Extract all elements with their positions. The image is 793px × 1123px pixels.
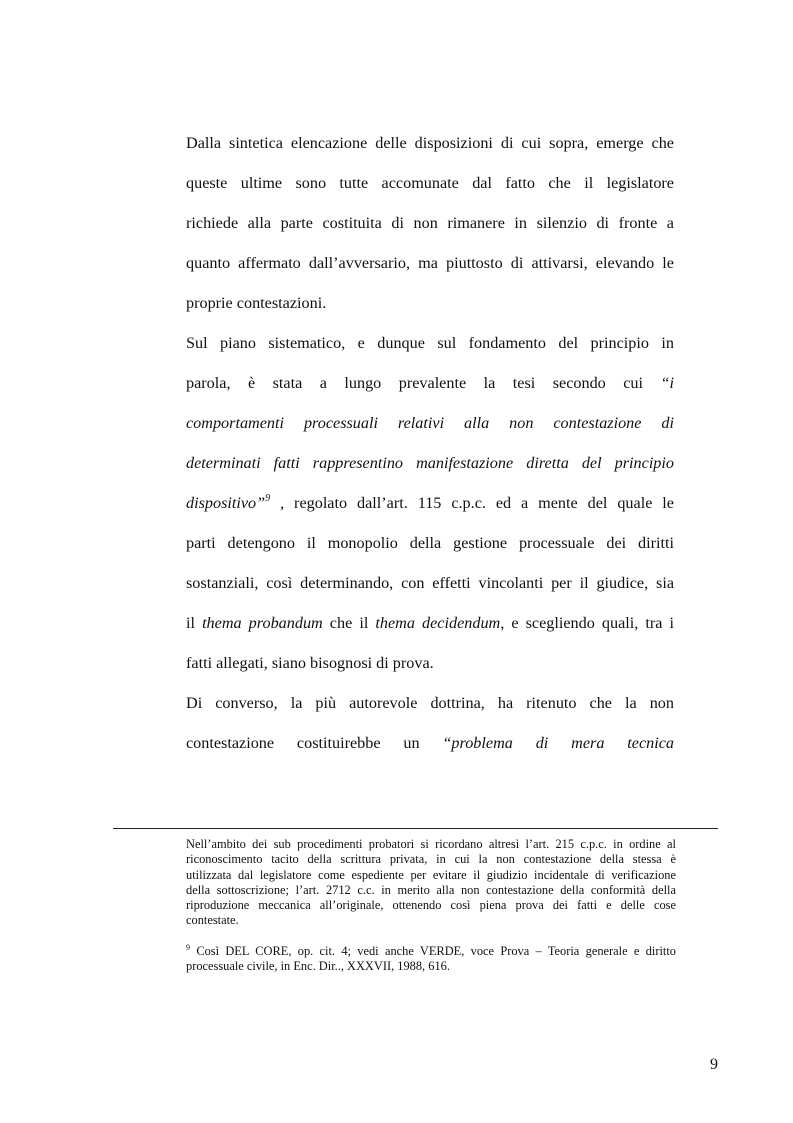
quote-text: “problema di mera tecnica	[442, 734, 674, 752]
text-run: parola, è stata a lungo prevalente la tesi secondo cui	[186, 374, 661, 392]
paragraph-line: Di converso, la più autorevole dottrina, ha ritenuto che la non	[186, 694, 674, 712]
paragraph-line: fatti allegati, siano bisognosi di prova.	[186, 654, 434, 672]
paragraph-line: sostanziali, così determinando, con effetti vincolanti per il giudice, sia	[186, 574, 674, 592]
paragraph-line: Dalla sintetica elencazione delle disposizioni di cui sopra, emerge che	[186, 134, 674, 152]
text-run: che il	[322, 614, 376, 632]
footnote-line: della sottoscrizione; l’art. 2712 c.c. in merito alla non contestazione della conformità della	[186, 882, 676, 897]
paragraph-line: queste ultime sono tutte accomunate dal fatto che il legislatore	[186, 174, 674, 192]
quote-line: comportamenti processuali relativi alla non contestazione di	[186, 414, 674, 432]
paragraph-line	[186, 733, 674, 753]
footnote-number: 9	[186, 943, 190, 952]
footnote-ref: 9	[265, 493, 271, 504]
paragraph-line	[186, 613, 674, 633]
paragraph-line: Sul piano sistematico, e dunque sul fondamento del principio in	[186, 334, 674, 352]
latin-term: thema probandum	[202, 614, 323, 632]
footnote-line: utilizzata dal legislatore come espediente per evitare il giudizio incidentale di verificazione	[186, 867, 676, 882]
footnote-line: processuale civile, in Enc. Dir.., XXXVII, 1988, 616.	[186, 959, 450, 974]
footnote-line	[186, 944, 676, 959]
latin-term: thema decidendum	[375, 614, 501, 632]
quote-line: determinati fatti rappresentino manifestazione diretta del principio	[186, 454, 674, 472]
paragraph-line: quanto affermato dall’avversario, ma piuttosto di attivarsi, elevando le	[186, 254, 674, 272]
paragraph-line: richiede alla parte costituita di non rimanere in silenzio di fronte a	[186, 214, 674, 232]
quote-text: “i	[660, 374, 674, 392]
footnote-9	[186, 944, 676, 975]
paragraph-line: parti detengono il monopolio della gestione processuale dei diritti	[186, 534, 674, 552]
footnote-line: contestate.	[186, 913, 239, 928]
paragraph-line: proprie contestazioni.	[186, 294, 327, 312]
page-number: 9	[710, 1056, 718, 1073]
footnote-line: riconoscimento tacito della scrittura privata, in cui la non contestazione della stessa è	[186, 852, 676, 867]
text-run: contestazione costituirebbe un	[186, 734, 443, 752]
footnote-text: Così DEL CORE, op. cit. 4; vedi anche VERDE, voce Prova – Teoria generale e diritto	[190, 944, 676, 958]
text-run: , regolato dall’art. 115 c.p.c. ed a mente del quale le	[270, 494, 674, 512]
text-run: , e scegliendo quali, tra i	[500, 614, 674, 632]
footnote-continued	[186, 837, 676, 929]
footnote-line: riproduzione meccanica all’originale, ottenendo così piena prova dei fatti e delle cose	[186, 898, 676, 913]
paragraph-line	[186, 493, 674, 513]
footnote-separator	[113, 828, 718, 829]
footnote-line: Nell’ambito dei sub procedimenti probatori si ricordano altresì l’art. 215 c.p.c. in ordine al	[186, 837, 676, 851]
paragraph-line	[186, 373, 674, 393]
quote-text: dispositivo”	[186, 494, 266, 512]
text-run: il	[186, 614, 203, 632]
